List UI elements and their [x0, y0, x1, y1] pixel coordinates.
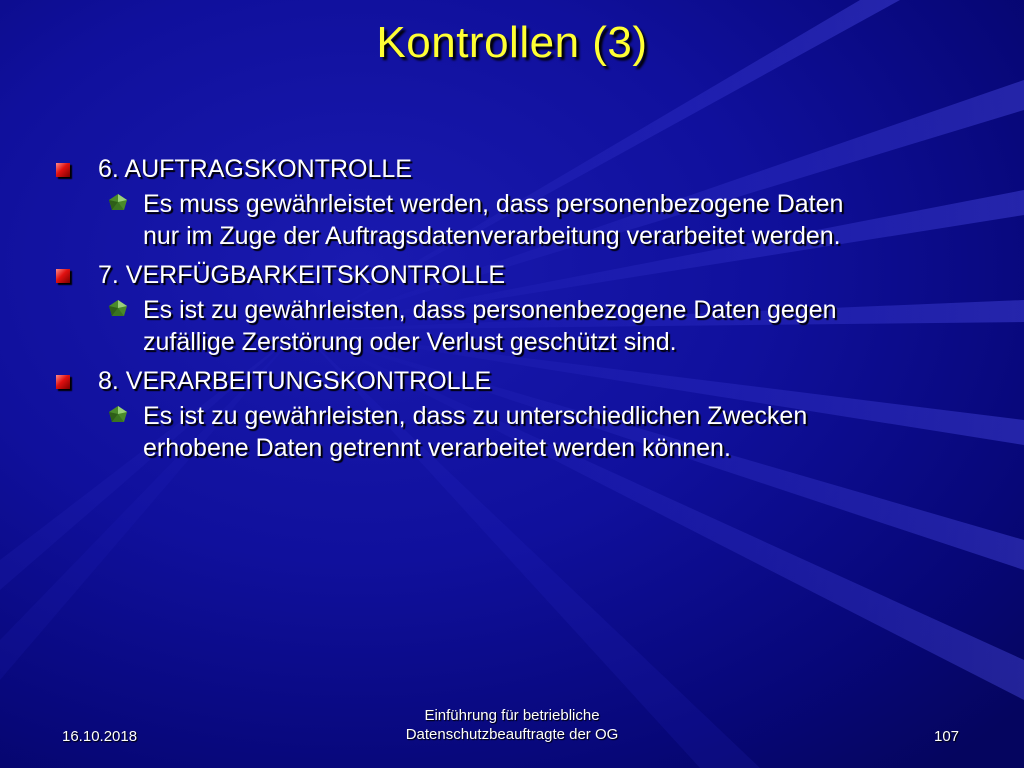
red-square-bullet-icon [56, 163, 70, 177]
green-gem-bullet-icon [107, 404, 129, 426]
page-number: 107 [934, 728, 960, 745]
footer-date: 16.10.2018 [62, 728, 138, 745]
slide-title: Kontrollen (3) [376, 18, 648, 67]
footer-title-line: Datenschutzbeauftragte der OG [405, 726, 619, 743]
sub-item-auftragskontrolle [143, 188, 956, 252]
green-gem-bullet-icon [107, 298, 129, 320]
green-gem-bullet-icon [107, 192, 129, 214]
red-square-bullet-icon [56, 269, 70, 283]
item-heading: 7. VERFÜGBARKEITSKONTROLLE [98, 261, 506, 289]
sub-item-verfuegbarkeitskontrolle [143, 294, 956, 358]
list-item-verarbeitungskontrolle [56, 364, 956, 398]
sub-item-line: Es muss gewährleistet werden, dass personenbezogene Daten [143, 190, 844, 218]
item-heading: 8. VERARBEITUNGSKONTROLLE [98, 367, 492, 395]
bullet-list [56, 152, 956, 470]
footer-title [312, 706, 712, 744]
sub-item-line: Es ist zu gewährleisten, dass zu unterschiedlichen Zwecken [143, 402, 808, 430]
list-item-verfuegbarkeitskontrolle [56, 258, 956, 292]
sub-item-line: nur im Zuge der Auftragsdatenverarbeitung verarbeitet werden. [143, 222, 841, 250]
item-heading: 6. AUFTRAGSKONTROLLE [98, 155, 412, 183]
footer-title-line: Einführung für betriebliche [424, 707, 600, 724]
sub-item-line: zufällige Zerstörung oder Verlust geschützt sind. [143, 328, 677, 356]
list-item-auftragskontrolle [56, 152, 956, 186]
sub-item-verarbeitungskontrolle [143, 400, 956, 464]
sub-item-line: Es ist zu gewährleisten, dass personenbezogene Daten gegen [143, 296, 837, 324]
red-square-bullet-icon [56, 375, 70, 389]
sub-item-line: erhobene Daten getrennt verarbeitet werden können. [143, 434, 731, 462]
